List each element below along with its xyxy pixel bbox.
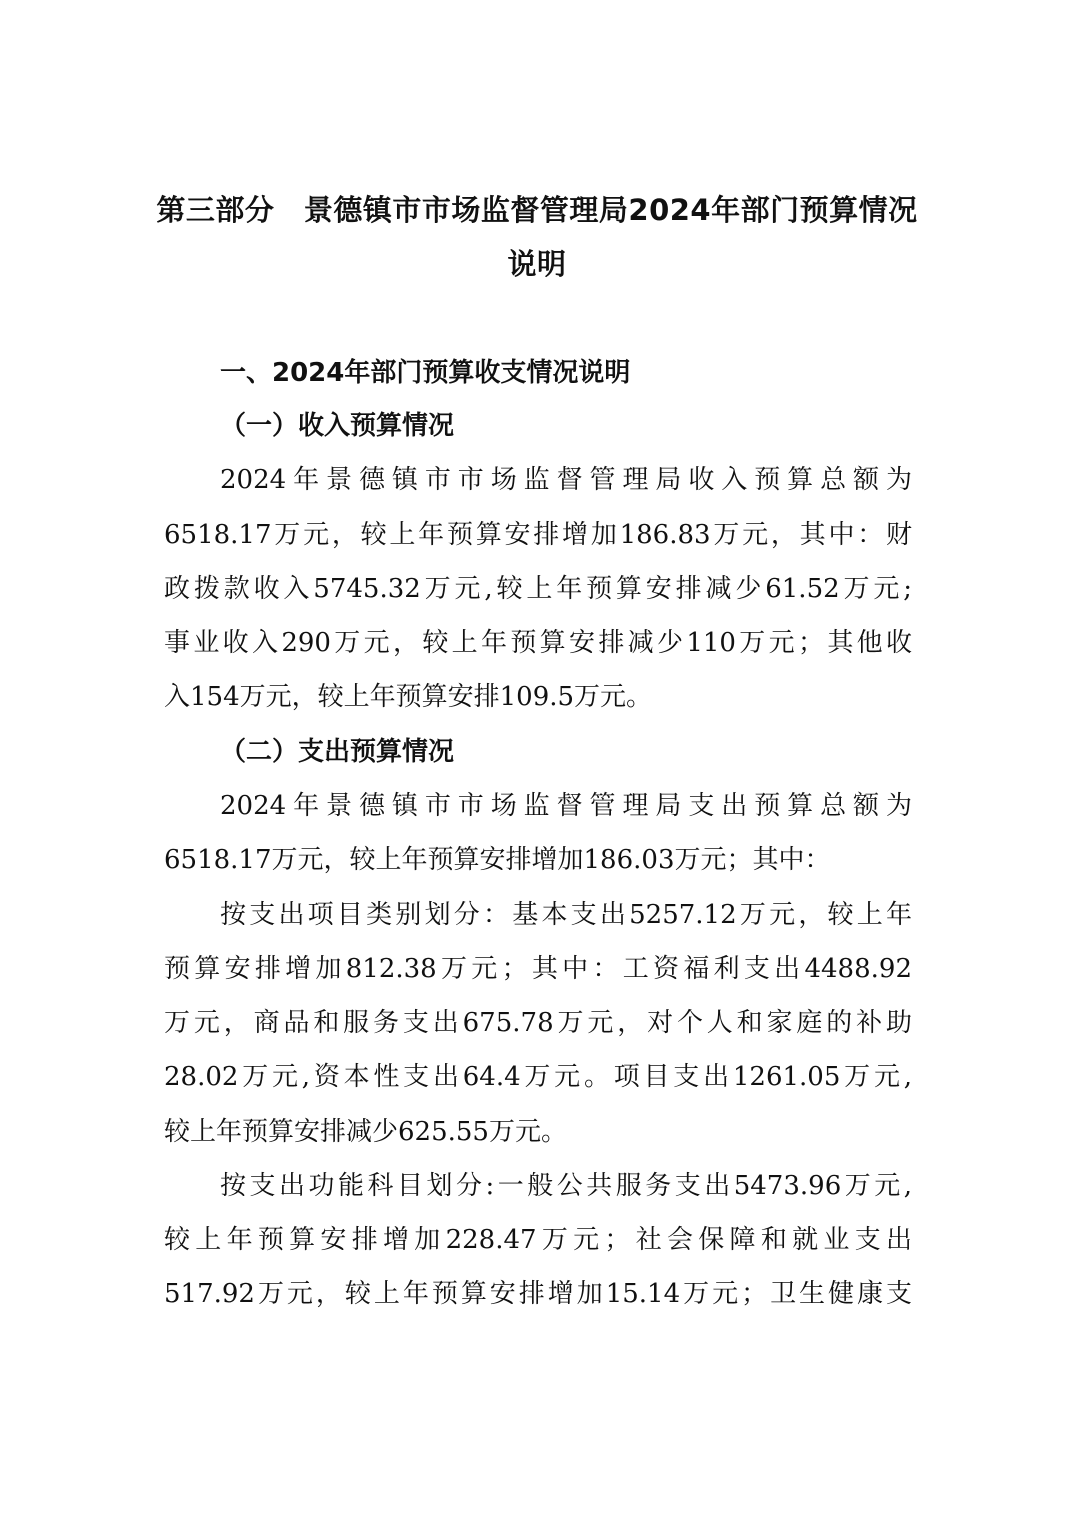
paragraph-line: 2024年景德镇市市场监督管理局支出预算总额为 [220, 791, 912, 821]
document-title-line-2: 说明 [507, 247, 567, 281]
paragraph-line: 较上年预算安排减少625.55万元。 [164, 1117, 567, 1147]
paragraph-line: 事业收入290万元，较上年预算安排减少110万元；其他收 [164, 628, 912, 658]
paragraph-line: 2024年景德镇市市场监督管理局收入预算总额为 [220, 465, 912, 495]
paragraph-line: 按支出项目类别划分：基本支出5257.12万元，较上年 [220, 900, 912, 930]
subsection-heading-income: （一）收入预算情况 [220, 411, 455, 441]
document-title-line-1: 第三部分 景德镇市市场监督管理局2024年部门预算情况 [156, 193, 918, 227]
paragraph-line: 预算安排增加812.38万元；其中：工资福利支出4488.92 [164, 954, 912, 984]
paragraph-line: 按支出功能科目划分:一般公共服务支出5473.96万元, [220, 1171, 912, 1201]
paragraph-line: 6518.17万元，较上年预算安排增加186.03万元；其中： [164, 845, 831, 875]
paragraph-line: 6518.17万元，较上年预算安排增加186.83万元，其中：财 [164, 520, 912, 550]
paragraph-line: 517.92万元，较上年预算安排增加15.14万元；卫生健康支 [164, 1279, 912, 1309]
paragraph-line: 万元，商品和服务支出675.78万元，对个人和家庭的补助 [164, 1008, 912, 1038]
paragraph-line: 入154万元，较上年预算安排109.5万元。 [164, 682, 653, 712]
subsection-heading-expenditure: （二）支出预算情况 [220, 737, 455, 767]
section-heading: 一、2024年部门预算收支情况说明 [220, 358, 631, 388]
paragraph-line: 政拨款收入5745.32万元,较上年预算安排减少61.52万元; [164, 574, 912, 604]
paragraph-line: 较上年预算安排增加228.47万元；社会保障和就业支出 [164, 1225, 912, 1255]
paragraph-line: 28.02万元,资本性支出64.4万元。项目支出1261.05万元, [164, 1062, 912, 1092]
